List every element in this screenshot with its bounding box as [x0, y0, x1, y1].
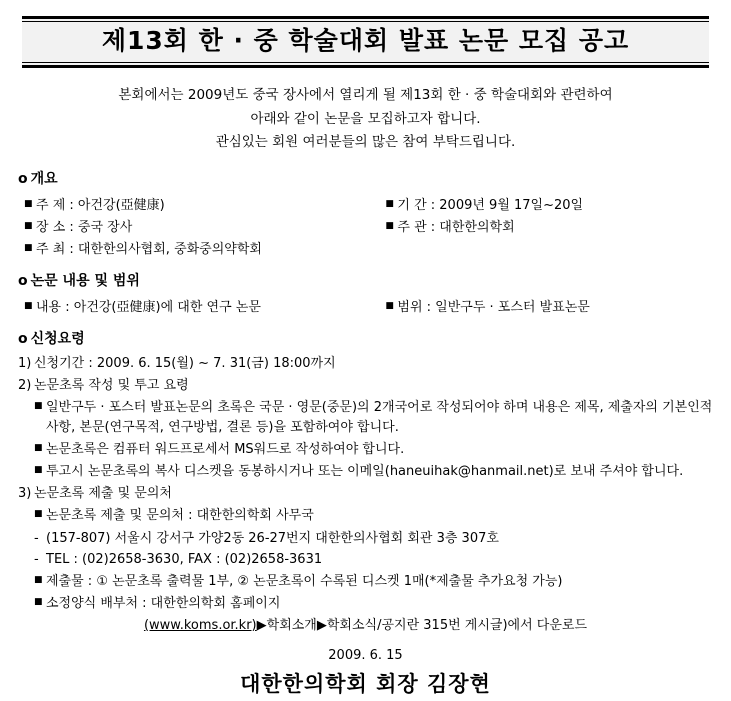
- section-marker-icon: о: [18, 272, 28, 289]
- application-item-1: [18, 354, 713, 374]
- item-number: 2): [18, 377, 32, 393]
- list-item: [18, 298, 379, 318]
- square-bullet-icon: ■: [34, 400, 43, 411]
- section-title-scope: 논문 내용 및 범위: [30, 272, 140, 289]
- item-label: 논문초록 제출 및 문의처: [34, 486, 172, 502]
- scope-right-column: [379, 296, 713, 320]
- section-heading-scope: [18, 271, 713, 293]
- dash-bullet-icon: -: [34, 530, 39, 546]
- list-item-label: 내용 : 아건강(亞健康)에 대한 연구 논문: [36, 299, 261, 315]
- list-item-label: 제출물 : ① 논문초록 출력물 1부, ② 논문초록이 수록된 디스켓 1매(*제출물 추가요청 가능): [46, 573, 563, 589]
- list-item-label: 장 소 : 중국 장사: [36, 219, 133, 235]
- square-bullet-icon: ■: [24, 242, 33, 253]
- download-line: [18, 616, 713, 636]
- list-item-label: 범위 : 일반구두 · 포스터 발표논문: [397, 299, 590, 315]
- list-item-label: 주 최 : 대한한의사협회, 중화중의약학회: [36, 241, 262, 257]
- section-heading-overview: [18, 169, 713, 191]
- square-bullet-icon: ■: [385, 220, 394, 231]
- list-item: [18, 506, 713, 526]
- square-bullet-icon: ■: [34, 574, 43, 585]
- list-item: [18, 218, 379, 238]
- application-item-3: [18, 484, 713, 504]
- section-title-application: 신청요령: [30, 330, 85, 347]
- intro-paragraph: [0, 84, 731, 155]
- list-item: [379, 196, 713, 216]
- list-item: [18, 594, 713, 614]
- page-title: 제13회 한 · 중 학술대회 발표 논문 모집 공고: [101, 26, 630, 55]
- list-item: [18, 240, 379, 260]
- overview-right-column: [379, 194, 713, 262]
- list-item: [18, 440, 713, 460]
- website-link[interactable]: (www.koms.or.kr): [143, 618, 257, 634]
- square-bullet-icon: ■: [385, 198, 394, 209]
- list-item-label: TEL : (02)2658-3630, FAX : (02)2658-3631: [46, 551, 323, 567]
- list-item: [18, 462, 713, 482]
- square-bullet-icon: ■: [34, 597, 43, 608]
- section-title-overview: 개요: [30, 170, 58, 187]
- item-number: 1): [18, 355, 32, 371]
- list-item: [18, 398, 713, 438]
- title-banner: [22, 16, 709, 68]
- document-date: 2009. 6. 15: [328, 648, 403, 664]
- list-item-label: 주 제 : 아건강(亞健康): [36, 197, 165, 213]
- item-label: 신청기간 : 2009. 6. 15(월) ~ 7. 31(금) 18:00까지: [34, 355, 336, 371]
- item-label: 논문초록 작성 및 투고 요령: [34, 377, 189, 393]
- square-bullet-icon: ■: [34, 443, 43, 454]
- square-bullet-icon: ■: [24, 300, 33, 311]
- list-item: [18, 572, 713, 592]
- section-heading-application: [18, 329, 713, 351]
- list-item: [379, 298, 713, 318]
- square-bullet-icon: ■: [385, 300, 394, 311]
- list-item: [18, 196, 379, 216]
- application-item-2: [18, 376, 713, 396]
- list-item-label: 기 간 : 2009년 9월 17일~20일: [397, 197, 584, 213]
- list-item-label: 논문초록은 컴퓨터 워드프로세서 MS워드로 작성하여야 합니다.: [46, 442, 405, 458]
- square-bullet-icon: ■: [24, 220, 33, 231]
- scope-columns: [18, 296, 713, 320]
- section-marker-icon: о: [18, 170, 28, 187]
- list-item-label: (157-807) 서울시 강서구 가양2동 26-27번지 대한한의사협회 회관 3층 307호: [46, 530, 499, 546]
- item-number: 3): [18, 486, 32, 502]
- list-item: [379, 218, 713, 238]
- document-page: [0, 16, 731, 697]
- intro-line-2: 아래와 같이 논문을 모집하고자 합니다.: [250, 110, 481, 127]
- document-body: [18, 169, 713, 701]
- scope-left-column: [18, 296, 379, 320]
- section-marker-icon: о: [18, 330, 28, 347]
- square-bullet-icon: ■: [34, 465, 43, 476]
- overview-left-column: [18, 194, 379, 262]
- square-bullet-icon: ■: [24, 198, 33, 209]
- list-item-label: 논문초록 제출 및 문의처 : 대한한의학회 사무국: [46, 508, 314, 524]
- document-signature: 대한한의학회 회장 김장현: [240, 672, 491, 697]
- intro-line-1: 본회에서는 2009년도 중국 장사에서 열리게 될 제13회 한 · 중 학술대회와 관련하여: [118, 87, 613, 103]
- overview-columns: [18, 194, 713, 262]
- list-item-label: 소정양식 배부처 : 대한한의학회 홈페이지: [46, 596, 281, 612]
- list-item-label: 일반구두 · 포스터 발표논문의 초록은 국문 · 영문(중문)의 2개국어로 작성되어야 하며 내용은 제목, 제출자의 기본인적사항, 본문(연구목적, 연구방법, 결론 등)을 포함하여야 합니다.: [46, 399, 713, 435]
- square-bullet-icon: ■: [34, 509, 43, 520]
- list-item-detail: [18, 550, 713, 570]
- dash-bullet-icon: -: [34, 551, 39, 567]
- list-item-label: 투고시 논문초록의 복사 디스켓을 동봉하시거나 또는 이메일(haneuihak@hanmail.net)로 보내 주셔야 합니다.: [46, 464, 684, 480]
- list-item-detail: [18, 529, 713, 549]
- download-path-label: ▶학회소개▶학회소식/공지란 315번 게시글)에서 다운로드: [256, 618, 588, 634]
- list-item-label: 주 관 : 대한한의학회: [397, 219, 515, 235]
- intro-line-3: 관심있는 회원 여러분들의 많은 참여 부탁드립니다.: [215, 134, 516, 151]
